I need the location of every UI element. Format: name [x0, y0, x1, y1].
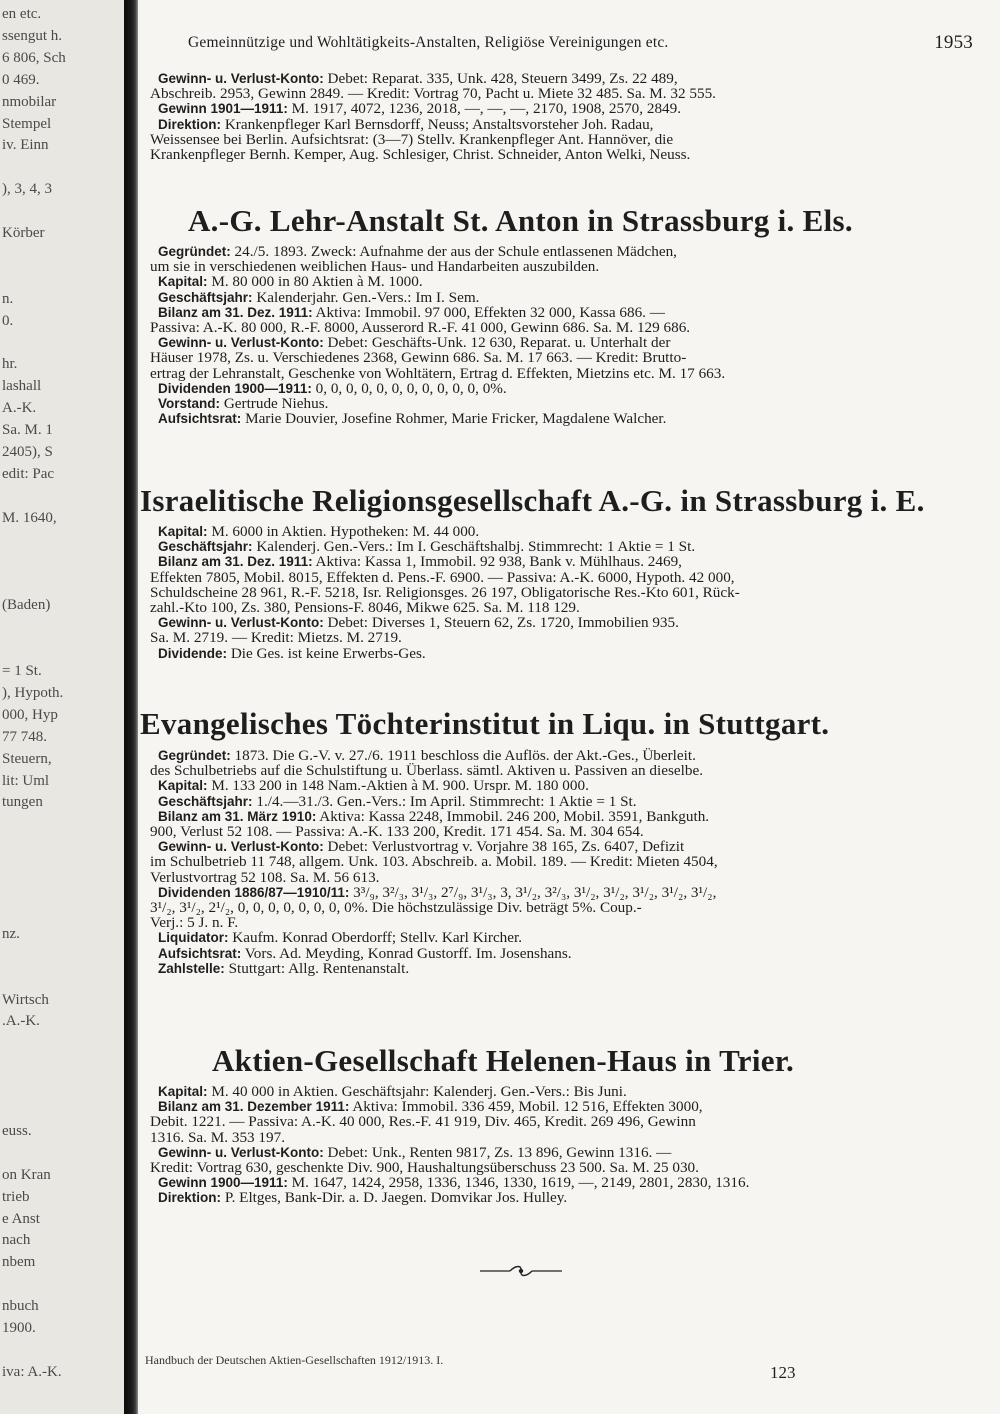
field-text: Debet: Unk., Renten 9817, Zs. 13 896, Gewinn 1316. — — [323, 1143, 672, 1161]
field-text: Weissensee bei Berlin. Aufsichtsrat: (3—7) Stellv. Krankenpfleger Ant. Hannöver, die — [150, 130, 674, 148]
field-label: Liquidator: — [158, 930, 229, 946]
field-label: Gegründet: — [158, 244, 231, 259]
entry-line — [158, 809, 709, 824]
field-label: Direktion: — [158, 1190, 222, 1206]
field-label: Aufsichtsrat: — [158, 411, 242, 427]
entry-line — [158, 71, 678, 86]
entry-line — [158, 1099, 703, 1114]
left-page-fragment: 2405), S — [2, 444, 53, 460]
left-page-fragment: nmobilar — [2, 93, 57, 110]
field-text: Kredit: Vortrag 630, geschenkte Div. 900, Haushaltungsüberschuss 23 500. Sa. M. 25 030. — [150, 1159, 699, 1176]
field-label: Bilanz am 31. März 1910: — [158, 808, 317, 824]
field-text: Aktiva: Immobil. 97 000, Effekten 32 000, Kassa 686. — — [312, 303, 665, 321]
field-text: Kaufm. Konrad Oberdorff; Stellv. Karl Kircher. — [228, 929, 523, 947]
field-label: Dividenden 1900—1911: — [158, 380, 312, 396]
field-text: Debet: Verlustvortrag v. Vorjahre 38 165, Zs. 6407, Defizit — [323, 838, 685, 856]
entry-line — [150, 763, 703, 778]
field-text: Debet: Diverses 1, Steuern 62, Zs. 1720, Immobilien 935. — [323, 614, 679, 632]
entry-line — [158, 539, 695, 554]
field-label: Bilanz am 31. Dez. 1911: — [158, 304, 313, 320]
entry-line — [150, 1130, 285, 1145]
entry-line — [150, 259, 599, 274]
field-text: Krankenpfleger Bernh. Kemper, Aug. Schlesiger, Christ. Schneider, Anton Welki, Neuss. — [150, 146, 691, 163]
field-text: M. 6000 in Aktien. Hypotheken: M. 44 000. — [207, 523, 480, 540]
field-text: Debit. 1221. — Passiva: A.-K. 40 000, Res.-F. 41 919, Div. 465, Kredit. 269 496, Gewinn — [150, 1113, 696, 1131]
entry-line — [158, 839, 684, 854]
entry-line — [158, 305, 665, 320]
field-text: Effekten 7805, Mobil. 8015, Effekten d. Pens.-F. 6900. — Passiva: A.-K. 6000, Hypoth. 42 000, — [150, 568, 735, 586]
left-page-fragment: ), Hypoth. — [2, 684, 64, 701]
entry-title: Israelitische Religionsgesellschaft A.-G. in Strassburg i. E. — [140, 483, 925, 518]
field-label: Kapital: — [158, 274, 208, 290]
field-text: M. 1647, 1424, 2958, 1336, 1346, 1330, 1619, —, 2149, 2801, 2830, 1316. — [287, 1174, 750, 1192]
entry-line — [150, 915, 238, 930]
field-text: 1316. Sa. M. 353 197. — [150, 1128, 286, 1146]
entry-line — [158, 1084, 627, 1099]
entry-line — [158, 381, 507, 396]
left-page-fragment: 1900. — [2, 1320, 36, 1336]
field-text: Aktiva: Immobil. 336 459, Mobil. 12 516, Effekten 3000, — [349, 1098, 703, 1116]
field-text: M. 40 000 in Aktien. Geschäftsjahr: Kalenderj. Gen.-Vers.: Bis Juni. — [207, 1083, 627, 1100]
entry-line — [158, 1175, 749, 1190]
entry-line — [158, 961, 409, 976]
left-page-fragment: Körber — [2, 225, 45, 241]
field-text: M. 133 200 in 148 Nam.-Aktien à M. 900. Urspr. M. 180 000. — [207, 777, 589, 795]
field-text: um sie in verschiedenen weiblichen Haus- und Handarbeiten auszubilden. — [150, 258, 600, 276]
field-text: Kalenderj. Gen.-Vers.: Im I. Geschäftshalbj. Stimmrecht: 1 Aktie = 1 St. — [252, 538, 696, 556]
field-label: Gewinn- u. Verlust-Konto: — [158, 1144, 324, 1160]
field-text: Abschreib. 2953, Gewinn 2849. — Kredit: Vortrag 70, Pacht u. Miete 32 485. Sa. M. 32 555. — [150, 85, 716, 103]
field-label: Dividenden 1886/87—1910/11: — [158, 884, 350, 900]
left-page-fragment: ), 3, 4, 3 — [2, 181, 52, 198]
entry-line — [158, 885, 716, 900]
entry-title: A.-G. Lehr-Anstalt St. Anton in Strassburg i. Els. — [188, 203, 853, 238]
left-page-fragment: Wirtsch — [2, 991, 49, 1008]
field-label: Gewinn 1900—1911: — [158, 1175, 288, 1191]
field-text: des Schulbetriebs auf die Schulstiftung u. Überlass. sämtl. Aktiven u. Passiven an dieselbe. — [150, 762, 703, 780]
entry-line — [158, 101, 681, 116]
entry-line — [158, 411, 666, 426]
entry-line — [150, 1114, 696, 1129]
left-page-fragment: n. — [2, 290, 14, 307]
field-text: 24./5. 1893. Zweck: Aufnahme der aus der Schule entlassenen Mädchen, — [230, 243, 677, 260]
left-page-fragment: lit: Uml — [2, 772, 50, 789]
field-label: Bilanz am 31. Dez. 1911: — [158, 554, 313, 570]
field-text: im Schulbetrieb 11 748, allgem. Unk. 103. Abschreib. a. Mobil. 189. — Kredit: Mieten 4504, — [150, 853, 718, 871]
entry-line — [150, 870, 379, 885]
field-text: 3¹/₂, 3¹/₂, 2¹/₂, 0, 0, 0, 0, 0, 0, 0, 0%. Die höchstzulässige Div. beträgt 5%. Coup.- — [150, 899, 642, 916]
field-label: Direktion: — [158, 116, 222, 132]
field-text: Aktiva: Kassa 1, Immobil. 92 938, Bank v. Mühlhaus. 2469, — [312, 553, 682, 571]
left-page-fragment: Stempel — [2, 115, 52, 132]
field-text: Marie Douvier, Josefine Rohmer, Marie Fricker, Magdalene Walcher. — [241, 410, 667, 428]
field-text: zahl.-Kto 100, Zs. 380, Pensions-F. 8046, Mikwe 625. Sa. M. 118 129. — [150, 599, 580, 616]
entry-line — [150, 600, 580, 615]
field-text: M. 80 000 in 80 Aktien à M. 1000. — [207, 273, 423, 291]
entry-line — [150, 320, 690, 335]
field-text: Vors. Ad. Meyding, Konrad Gustorff. Im. Josenshans. — [241, 944, 572, 962]
field-label: Gewinn 1901—1911: — [158, 101, 288, 117]
entry-line — [150, 585, 740, 600]
field-label: Kapital: — [158, 524, 208, 539]
left-page-fragment: (Baden) — [2, 597, 51, 614]
entry-title: Evangelisches Töchterinstitut in Liqu. in Stuttgart. — [140, 706, 830, 741]
entry-line — [158, 117, 653, 132]
entry-line — [158, 244, 677, 259]
running-header-title: Gemeinnützige und Wohltätigkeits-Anstalten, Religiöse Vereinigungen etc. — [188, 34, 669, 51]
field-label: Kapital: — [158, 778, 208, 794]
left-page-fragment: A.-K. — [2, 400, 37, 417]
entry-line — [158, 396, 328, 411]
field-label: Aufsichtsrat: — [158, 945, 242, 961]
field-label: Bilanz am 31. Dezember 1911: — [158, 1099, 350, 1115]
left-page-fragment: 0 469. — [2, 71, 40, 88]
header-page-number: 1953 — [934, 32, 973, 53]
left-page-fragment: tungen — [2, 794, 43, 811]
left-page-fragment: nbem — [2, 1254, 36, 1271]
entry-line — [158, 794, 637, 809]
field-text: M. 1917, 4072, 1236, 2018, —, —, —, 2170, 1908, 2570, 2849. — [287, 100, 682, 118]
left-page-fragment: on Kran — [2, 1166, 51, 1183]
field-text: Schuldscheine 28 961, R.-F. 5218, Isr. Religionsges. 26 197, Obligatorische Res.-Kto 601, Rück- — [150, 583, 740, 601]
field-text: Häuser 1978, Zs. u. Verschiedenes 2368, Gewinn 686. Sa. M. 17 663. — Kredit: Brutto- — [150, 349, 687, 367]
field-text: 0, 0, 0, 0, 0, 0, 0, 0, 0, 0, 0, 0%. — [311, 379, 507, 397]
field-text: Kalenderjahr. Gen.-Vers.: Im I. Sem. — [252, 288, 480, 306]
field-label: Dividende: — [158, 645, 228, 661]
entry-line — [158, 1190, 567, 1205]
running-header — [188, 34, 973, 52]
entry-line — [158, 615, 679, 630]
document-page — [140, 0, 1000, 1414]
left-page-fragment: M. 1640, — [2, 509, 57, 526]
entry-line — [158, 1145, 671, 1160]
left-page-fragment: ssengut h. — [2, 27, 62, 44]
field-text: Stuttgart: Allg. Rentenanstalt. — [224, 959, 410, 977]
field-label: Vorstand: — [158, 396, 221, 411]
field-label: Gewinn- u. Verlust-Konto: — [158, 71, 324, 86]
field-text: Krankenpfleger Karl Bernsdorff, Neuss; Anstaltsvorsteher Joh. Radau, — [221, 115, 654, 133]
left-page-fragment: Sa. M. 1 — [2, 422, 53, 439]
field-label: Kapital: — [158, 1084, 208, 1099]
left-page-fragment: nach — [2, 1232, 31, 1249]
footer-source: Handbuch der Deutschen Aktien-Gesellschaften 1912/1913. I. — [145, 1353, 444, 1367]
field-label: Zahlstelle: — [158, 960, 225, 976]
field-text: Passiva: A.-K. 80 000, R.-F. 8000, Ausserord R.-F. 41 000, Gewinn 686. Sa. M. 129 686. — [150, 319, 691, 336]
field-text: 1873. Die G.-V. v. 27./6. 1911 beschloss die Auflös. der Akt.-Ges., Überleit. — [230, 747, 696, 764]
entry-line — [150, 147, 690, 162]
left-page-fragment: 0. — [2, 312, 14, 329]
entry-line — [150, 350, 686, 365]
field-text: Sa. M. 2719. — Kredit: Mietzs. M. 2719. — [150, 629, 402, 647]
field-text: P. Eltges, Bank-Dir. a. D. Jaegen. Domvikar Jos. Hulley. — [221, 1189, 568, 1207]
left-page-fragment: 77 748. — [2, 728, 47, 745]
entry-line — [158, 946, 572, 961]
field-text: 3³/₉, 3²/₃, 3¹/₃, 2⁷/₉, 3¹/₃, 3, 3¹/₂, 3²/₃, 3¹/₂, 3¹/₂, 3¹/₂, 3¹/₂, 3¹/₂, — [349, 883, 717, 901]
left-page-fragment: lashall — [2, 378, 42, 395]
left-page-fragment: .A.-K. — [2, 1013, 40, 1030]
entry-line — [158, 274, 423, 289]
entry-line — [150, 366, 725, 381]
entry-line — [158, 930, 522, 945]
entry-line — [158, 335, 670, 350]
left-page-fragment: edit: Pac — [2, 465, 55, 482]
field-text: Debet: Geschäfts-Unk. 12 630, Reparat. u. Unterhalt der — [323, 334, 671, 352]
entry-line — [150, 824, 644, 839]
section-end-ornament — [476, 1263, 566, 1279]
entry-line — [150, 630, 402, 645]
entry-line — [150, 86, 716, 101]
entry-line — [158, 554, 682, 569]
left-page-fragment: trieb — [2, 1188, 30, 1205]
entry-line — [150, 900, 642, 915]
field-text: Verlustvortrag 52 108. Sa. M. 56 613. — [150, 868, 380, 886]
field-label: Gewinn- u. Verlust-Konto: — [158, 335, 324, 351]
left-page-fragment: e Anst — [2, 1210, 40, 1227]
field-label: Geschäftsjahr: — [158, 289, 253, 305]
left-page-fragment: iva: A.-K. — [2, 1363, 62, 1380]
field-label: Gewinn- u. Verlust-Konto: — [158, 839, 324, 855]
field-text: 900, Verlust 52 108. — Passiva: A.-K. 133 200, Kredit. 171 454. Sa. M. 304 654. — [150, 823, 644, 840]
left-page-fragment: = 1 St. — [2, 663, 42, 679]
field-text: ertrag der Lehranstalt, Geschenke von Wohltätern, Ertrag d. Effekten, Mietzins etc. M. 17 663. — [150, 364, 726, 382]
entry-line — [150, 570, 735, 585]
field-text: Gertrude Niehus. — [220, 395, 329, 412]
field-label: Gewinn- u. Verlust-Konto: — [158, 615, 324, 631]
entry-line — [158, 748, 696, 763]
entry-line — [158, 778, 589, 793]
entry-title: Aktien-Gesellschaft Helenen-Haus in Trier. — [212, 1043, 795, 1078]
entry-line — [150, 854, 718, 869]
field-label: Geschäftsjahr: — [158, 539, 253, 555]
entry-line — [158, 524, 479, 539]
field-text: Debet: Reparat. 335, Unk. 428, Steuern 3499, Zs. 22 489, — [323, 70, 678, 87]
left-page-fragment: 6 806, Sch — [2, 49, 66, 66]
field-text: Die Ges. ist keine Erwerbs-Ges. — [227, 644, 426, 662]
book-gutter — [124, 0, 138, 1414]
left-page-fragment: nz. — [2, 925, 20, 942]
left-page-fragment: 000, Hyp — [2, 706, 58, 723]
entry-line — [158, 290, 479, 305]
left-page-fragment: en etc. — [2, 6, 42, 22]
field-label: Gegründet: — [158, 748, 231, 763]
field-text: Aktiva: Kassa 2248, Immobil. 246 200, Mobil. 3591, Bankguth. — [316, 807, 710, 825]
footer-page-number: 123 — [770, 1363, 796, 1382]
field-text: Verj.: 5 J. n. F. — [150, 914, 239, 932]
left-facing-page-strip — [0, 0, 126, 1414]
left-page-fragment: iv. Einn — [2, 137, 49, 154]
left-page-fragment: hr. — [2, 356, 18, 373]
left-page-fragment: euss. — [2, 1122, 32, 1139]
left-page-fragment: Steuern, — [2, 750, 52, 767]
entry-line — [150, 1160, 699, 1175]
left-page-fragment: nbuch — [2, 1298, 39, 1315]
field-label: Geschäftsjahr: — [158, 793, 253, 809]
entry-line — [158, 646, 426, 661]
field-text: 1./4.—31./3. Gen.-Vers.: Im April. Stimmrecht: 1 Aktie = 1 St. — [252, 792, 637, 810]
entry-line — [150, 132, 673, 147]
